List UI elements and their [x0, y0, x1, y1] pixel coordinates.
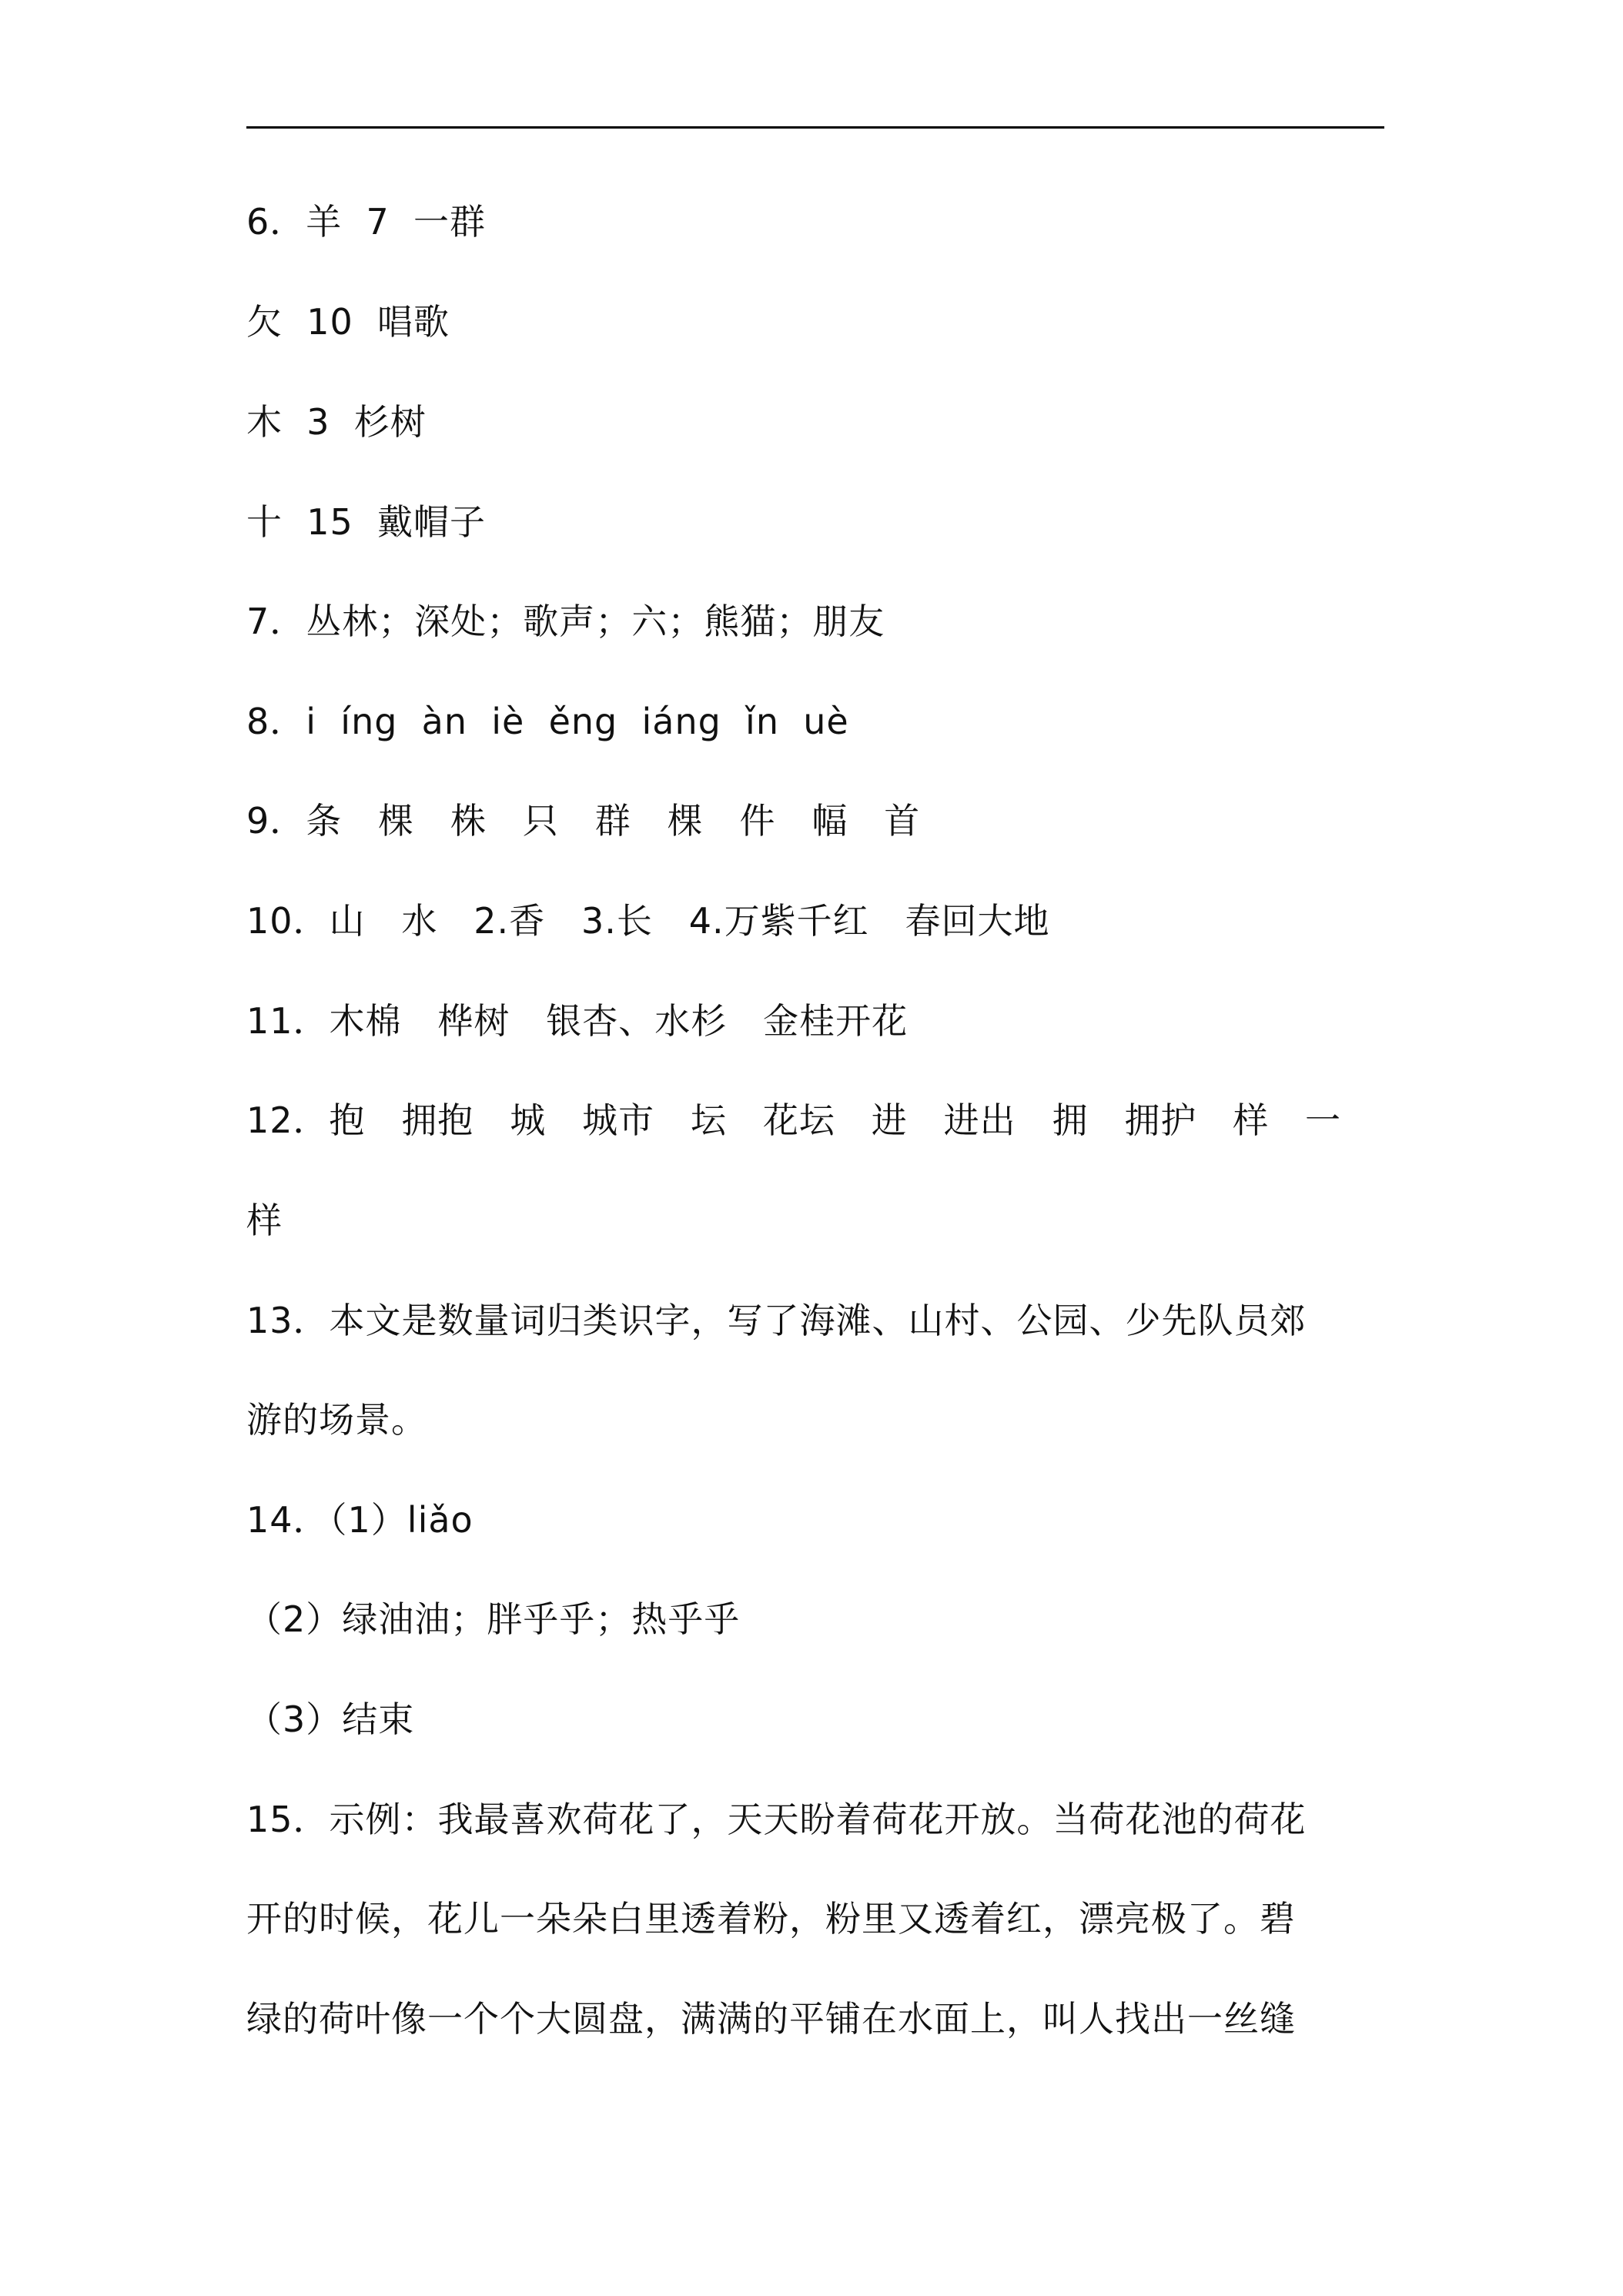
answer-14-part-1: 14．（1）liǎo — [246, 1499, 474, 1541]
answer-6-line-4: 十 15 戴帽子 — [246, 501, 487, 543]
answer-11: 11．木棉 桦树 银杏、水杉 金桂开花 — [246, 1000, 909, 1042]
answer-9: 9．条 棵 株 只 群 棵 件 幅 首 — [246, 800, 921, 842]
answer-6-line-2: 欠 10 唱歌 — [246, 301, 450, 343]
answer-6-line-3: 木 3 杉树 — [246, 401, 427, 443]
answer-12-line-1: 12．抱 拥抱 城 城市 坛 花坛 进 进出 拥 拥护 样 一 — [246, 1099, 1342, 1141]
answer-7: 7．丛林；深处；歌声；六；熊猫；朋友 — [246, 601, 885, 642]
answer-6-line-1: 6．羊 7 一群 — [246, 201, 487, 243]
answer-14-part-2: （2）绿油油；胖乎乎；热乎乎 — [246, 1598, 741, 1640]
answer-12-line-2: 样 — [246, 1200, 283, 1241]
answer-10: 10．山 水 2.香 3.长 4.万紫千红 春回大地 — [246, 900, 1050, 942]
answer-13-line-2: 游的场景。 — [246, 1399, 427, 1441]
answer-15-line-2: 开的时候，花儿一朵朵白里透着粉，粉里又透着红，漂亮极了。碧 — [246, 1898, 1296, 1940]
answer-14-part-3: （3）结束 — [246, 1699, 415, 1740]
header-rule — [246, 126, 1384, 129]
answer-15-line-3: 绿的荷叶像一个个大圆盘，满满的平铺在水面上，叫人找出一丝缝 — [246, 1998, 1296, 2040]
answer-8: 8．i íng àn iè ěng iáng ǐn uè — [246, 701, 849, 742]
answer-13-line-1: 13．本文是数量词归类识字，写了海滩、山村、公园、少先队员郊 — [246, 1300, 1307, 1341]
answer-15-line-1: 15．示例：我最喜欢荷花了，天天盼着荷花开放。当荷花池的荷花 — [246, 1799, 1307, 1840]
